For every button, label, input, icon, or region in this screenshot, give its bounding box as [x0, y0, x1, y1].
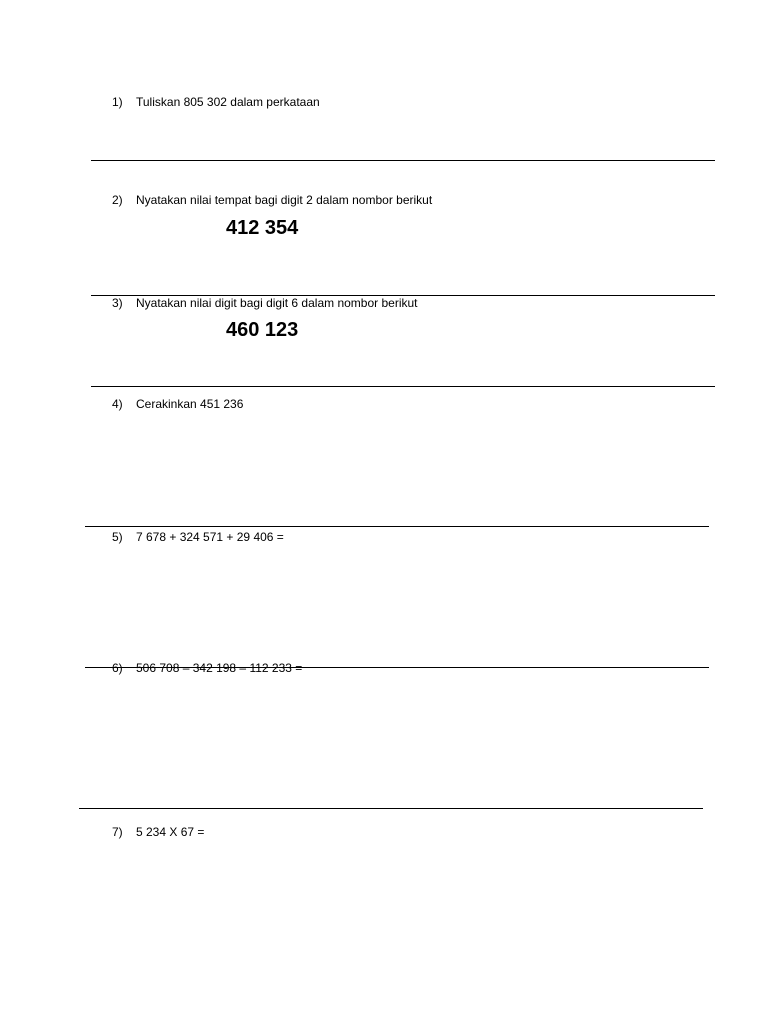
question-4	[112, 397, 243, 411]
question-number: 1)	[112, 95, 123, 109]
question-text: Tuliskan 805 302 dalam perkataan	[136, 95, 320, 109]
question-3	[112, 296, 418, 310]
divider-line	[79, 808, 703, 809]
question-number: 3)	[112, 296, 123, 310]
question-text: Cerakinkan 451 236	[136, 397, 244, 411]
question-5	[112, 530, 284, 544]
question-text: 7 678 + 324 571 + 29 406 =	[136, 530, 284, 544]
question-number: 5)	[112, 530, 123, 544]
divider-line	[91, 160, 715, 161]
divider-line	[85, 526, 709, 527]
question-number: 2)	[112, 193, 123, 207]
question-number: 6)	[112, 661, 123, 675]
question-2-number: 412 354	[226, 217, 299, 239]
question-number: 4)	[112, 397, 123, 411]
question-text: 5 234 X 67 =	[136, 825, 205, 839]
question-text: 506 708 – 342 198 – 112 233 =	[136, 661, 303, 675]
question-6	[112, 661, 302, 675]
divider-line	[91, 386, 715, 387]
question-text: Nyatakan nilai digit bagi digit 6 dalam nombor berikut	[136, 296, 418, 310]
question-3-number: 460 123	[226, 319, 299, 341]
question-text: Nyatakan nilai tempat bagi digit 2 dalam nombor berikut	[136, 193, 433, 207]
question-7	[112, 825, 204, 839]
question-number: 7)	[112, 825, 123, 839]
question-2	[112, 193, 432, 207]
divider-line	[85, 667, 709, 668]
question-1	[112, 95, 320, 109]
